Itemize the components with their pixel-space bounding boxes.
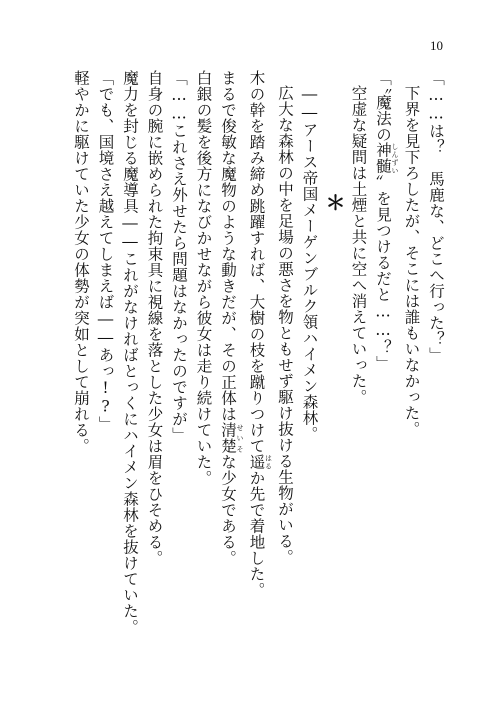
text-line-3	[371, 70, 400, 670]
ruby-base: 清楚	[219, 422, 237, 454]
text-line-10: 白銀の髪を後方になびかせながら彼女は走り続けていた。	[194, 70, 213, 486]
text-line-4: 空虚な疑問は土煙と共に空へ消えていった。	[349, 85, 368, 405]
ruby-base: 神髄	[374, 142, 392, 175]
scene-break-asterisk: ＊	[322, 192, 346, 213]
text-line-15: 軽やかに駆けていた少女の体勢が突如として崩れる。	[72, 70, 90, 454]
text-segment: 「〝魔法の	[374, 70, 392, 143]
ruby-annotation	[247, 454, 273, 470]
ruby-annotation	[219, 422, 244, 454]
ruby-reading: せいそ	[236, 422, 244, 454]
text-line-9	[216, 70, 245, 670]
text-line-6: ――アース帝国メーゲンブルク領ハイメン森林。	[300, 85, 319, 442]
page-number: 10	[430, 38, 443, 53]
ruby-base: 遥	[247, 454, 266, 470]
text-line-8	[244, 70, 273, 670]
text-line-12: 自身の腕に嵌められた拘束具に視線を落とした少女は眉をひそめる。	[145, 70, 164, 566]
text-line-13: 魔力を封じる魔導具――これがなければとっくにハイメン森林を抜けていた。	[121, 70, 139, 635]
ruby-reading: はる	[264, 454, 273, 470]
text-line-2: 下界を見下ろしたが、そこには誰もいなかった。	[402, 85, 421, 437]
text-line-14: 「でも、国境さえ越えてしまえば――あっ!?」	[96, 70, 115, 432]
ruby-reading: しんずい	[391, 142, 399, 175]
text-segment: な少女である。	[219, 454, 237, 566]
text-segment: まるで俊敏な魔物のような動きだが、その正体は	[219, 70, 237, 422]
text-line-11: 「……これさえ外せたら問題はなかったのですが」	[170, 70, 188, 443]
text-segment: か先で着地した。	[247, 470, 266, 598]
text-line-7: 広大な森林の中を足場の悪さを物ともせず駆け抜ける生物がいる。	[276, 85, 294, 565]
text-segment: 〟を見つけるだと……？」	[374, 174, 392, 372]
ruby-annotation	[374, 142, 399, 175]
text-line-1: 「……は？ 馬鹿な、どこへ行った？」	[427, 70, 445, 363]
body-text	[69, 70, 449, 670]
text-segment: 木の幹を踏み締め跳躍すれば、大樹の枝を蹴りつけて	[247, 70, 266, 454]
